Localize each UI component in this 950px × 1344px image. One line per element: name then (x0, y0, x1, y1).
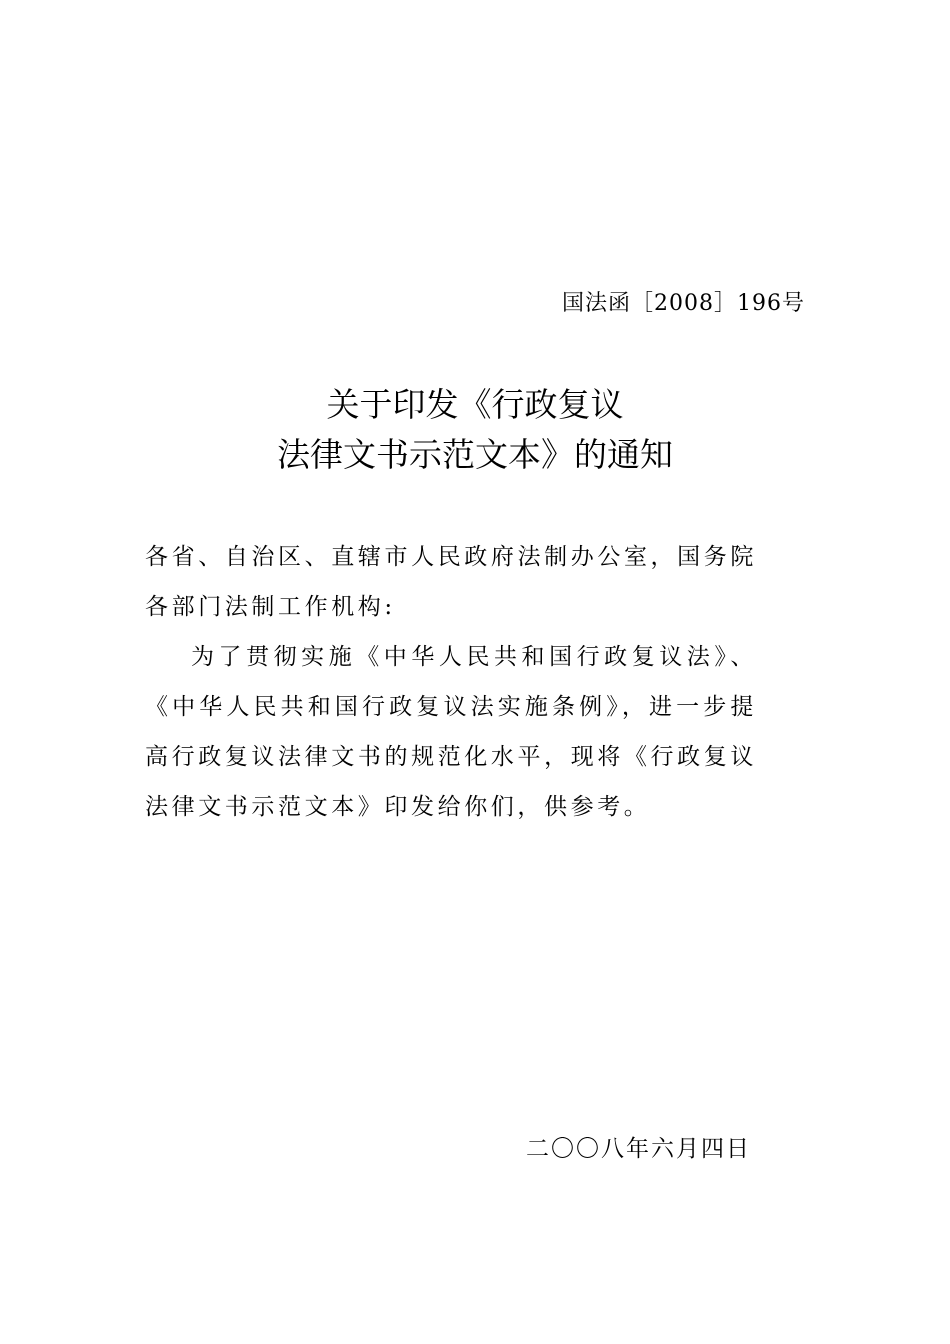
document-number: 国法函［2008］196号 (562, 291, 805, 316)
title-line-2: 法律文书示范文本》的通知 (277, 435, 673, 474)
document-body (145, 532, 757, 832)
salutation: 各省、自治区、直辖市人民政府法制办公室，国务院各部门法制工作机构: (145, 544, 757, 620)
body-paragraph: 为了贯彻实施《中华人民共和国行政复议法》、《中华人民共和国行政复议法实施条例》，进一步提高行政复议法律文书的规范化水平，现将《行政复议法律文书示范文本》印发给你们，供参考。 (145, 644, 757, 820)
title-line-1: 关于印发《行政复议 (326, 385, 624, 424)
document-date: 二〇〇八年六月四日 (526, 1136, 751, 1162)
document-title (0, 380, 950, 480)
